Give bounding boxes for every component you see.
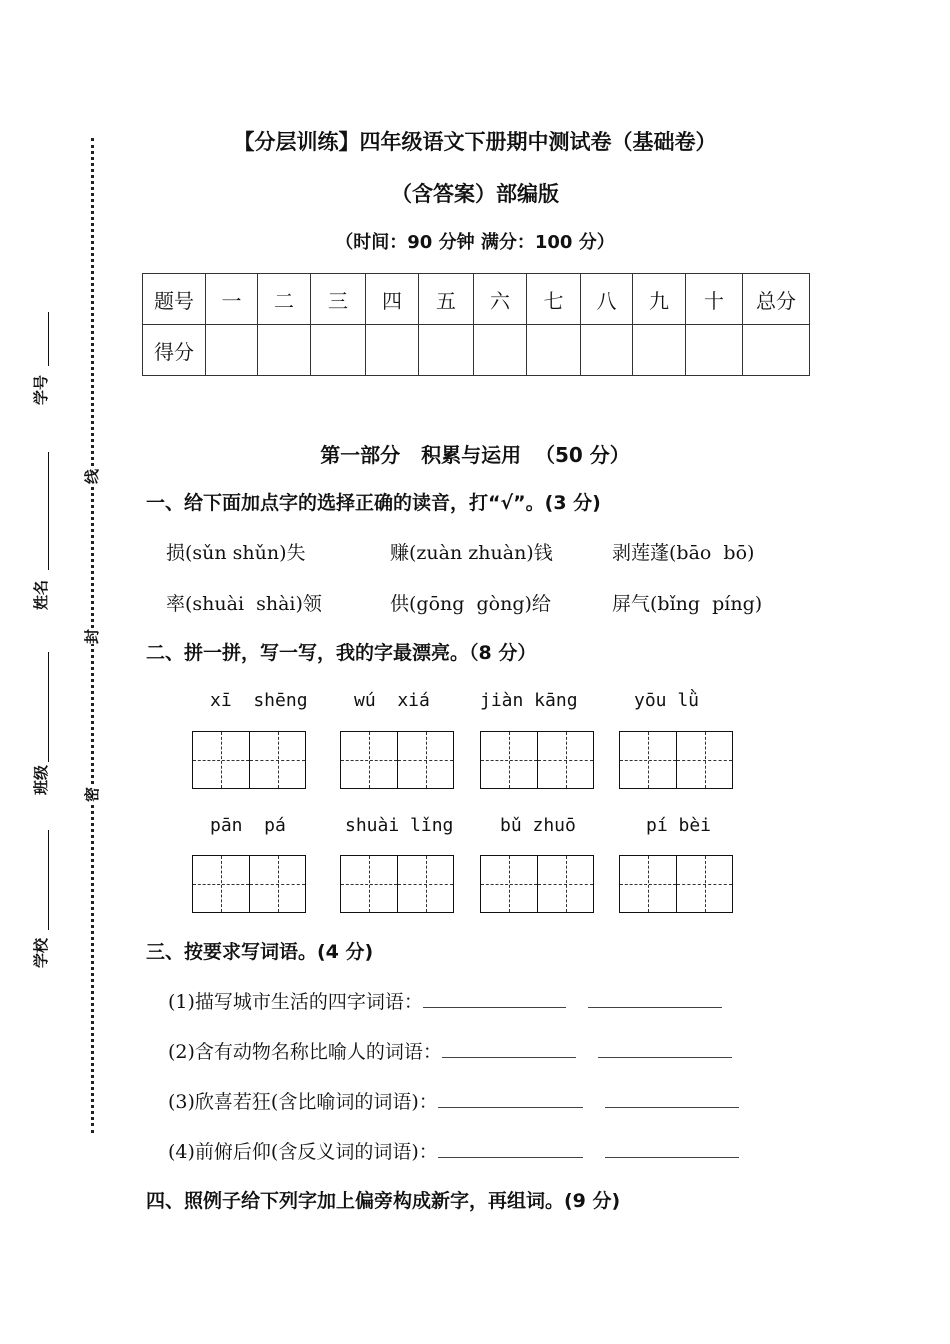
- answer-blank[interactable]: [438, 1139, 583, 1158]
- q3-title: 三、按要求写词语。(4 分): [146, 941, 374, 963]
- writing-grid[interactable]: [480, 855, 594, 913]
- table-cell: 二: [258, 274, 311, 325]
- student-id-blank[interactable]: [48, 312, 49, 366]
- score-input-cell[interactable]: [633, 325, 686, 376]
- score-input-cell[interactable]: [686, 325, 743, 376]
- score-table: [142, 273, 810, 376]
- q2-pinyin: bǔ zhuō: [500, 815, 576, 836]
- answer-blank[interactable]: [442, 1039, 576, 1058]
- label-student-id: 学号: [32, 374, 50, 405]
- score-input-cell[interactable]: [366, 325, 419, 376]
- score-input-cell[interactable]: [206, 325, 258, 376]
- label-class: 班级: [32, 764, 50, 795]
- q2-pinyin: jiàn kāng: [480, 690, 578, 711]
- writing-grid[interactable]: [192, 855, 306, 913]
- table-cell: 七: [527, 274, 581, 325]
- q1-item: 供(gōng gòng)给: [390, 593, 551, 615]
- writing-grid[interactable]: [619, 855, 733, 913]
- writing-grid[interactable]: [340, 731, 454, 789]
- exam-time-info: （时间：90 分钟 满分：100 分）: [335, 232, 615, 253]
- table-cell: 一: [206, 274, 258, 325]
- part1-title: 第一部分 积累与运用 （50 分）: [320, 443, 630, 467]
- answer-blank[interactable]: [605, 1139, 739, 1158]
- q3-item: [168, 1087, 739, 1114]
- q1-item: 屏气(bǐng píng): [612, 593, 763, 615]
- exam-title-line2: （含答案）部编版: [391, 182, 559, 206]
- exam-title-line1: 【分层训练】四年级语文下册期中测试卷（基础卷）: [233, 130, 717, 154]
- q3-item: [168, 987, 722, 1014]
- q3-item-text: (3)欣喜若狂(含比喻词的词语)：: [168, 1091, 438, 1113]
- score-input-cell[interactable]: [258, 325, 311, 376]
- score-input-cell[interactable]: [311, 325, 366, 376]
- q2-pinyin: xī shēng: [210, 690, 308, 711]
- seal-char-mi: 密: [83, 786, 102, 803]
- label-school: 学校: [32, 937, 50, 968]
- q3-item: [168, 1037, 732, 1064]
- writing-grid[interactable]: [619, 731, 733, 789]
- answer-blank[interactable]: [598, 1039, 732, 1058]
- q1-title: 一、给下面加点字的选择正确的读音，打“√”。(3 分): [146, 492, 601, 514]
- q3-item-text: (1)描写城市生活的四字词语：: [168, 991, 423, 1013]
- q2-pinyin: shuài lǐng: [345, 815, 454, 836]
- q2-pinyin: wú xiá: [354, 690, 430, 711]
- q4-title: 四、照例子给下列字加上偏旁构成新字，再组词。(9 分): [146, 1190, 621, 1212]
- school-blank[interactable]: [48, 830, 49, 930]
- answer-blank[interactable]: [588, 989, 722, 1008]
- q2-pinyin: pí bèi: [646, 815, 712, 836]
- q1-item: 赚(zuàn zhuàn)钱: [390, 542, 553, 564]
- name-blank[interactable]: [48, 452, 49, 570]
- q2-pinyin: yōu lǜ: [634, 690, 700, 711]
- answer-blank[interactable]: [438, 1089, 583, 1108]
- table-cell: 四: [366, 274, 419, 325]
- table-cell: 十: [686, 274, 743, 325]
- score-input-cell[interactable]: [474, 325, 527, 376]
- q1-item: 损(sǔn shǔn)失: [166, 542, 306, 564]
- score-input-cell[interactable]: [743, 325, 810, 376]
- table-cell: 八: [581, 274, 633, 325]
- label-name: 姓名: [32, 579, 50, 610]
- table-cell: 六: [474, 274, 527, 325]
- q1-item: 剥莲蓬(bāo bō): [612, 542, 755, 564]
- q2-title: 二、拼一拼，写一写，我的字最漂亮。（8 分）: [146, 642, 537, 664]
- table-cell: 总分: [743, 274, 810, 325]
- writing-grid[interactable]: [340, 855, 454, 913]
- seal-char-xian: 线: [83, 468, 102, 485]
- q3-item: [168, 1137, 739, 1164]
- table-row-header: [143, 274, 810, 325]
- q1-item: 率(shuài shài)领: [166, 593, 322, 615]
- score-input-cell[interactable]: [527, 325, 581, 376]
- answer-blank[interactable]: [605, 1089, 739, 1108]
- writing-grid[interactable]: [480, 731, 594, 789]
- score-input-cell[interactable]: [419, 325, 474, 376]
- table-cell: 得分: [143, 325, 206, 376]
- table-cell: 五: [419, 274, 474, 325]
- score-input-cell[interactable]: [581, 325, 633, 376]
- q3-item-text: (4)前俯后仰(含反义词的词语)：: [168, 1141, 438, 1163]
- class-blank[interactable]: [48, 652, 49, 762]
- writing-grid[interactable]: [192, 731, 306, 789]
- table-row-score: [143, 325, 810, 376]
- seal-char-feng: 封: [83, 628, 102, 645]
- table-cell: 题号: [143, 274, 206, 325]
- answer-blank[interactable]: [423, 989, 566, 1008]
- q3-item-text: (2)含有动物名称比喻人的词语：: [168, 1041, 442, 1063]
- table-cell: 三: [311, 274, 366, 325]
- table-cell: 九: [633, 274, 686, 325]
- q2-pinyin: pān pá: [210, 815, 286, 836]
